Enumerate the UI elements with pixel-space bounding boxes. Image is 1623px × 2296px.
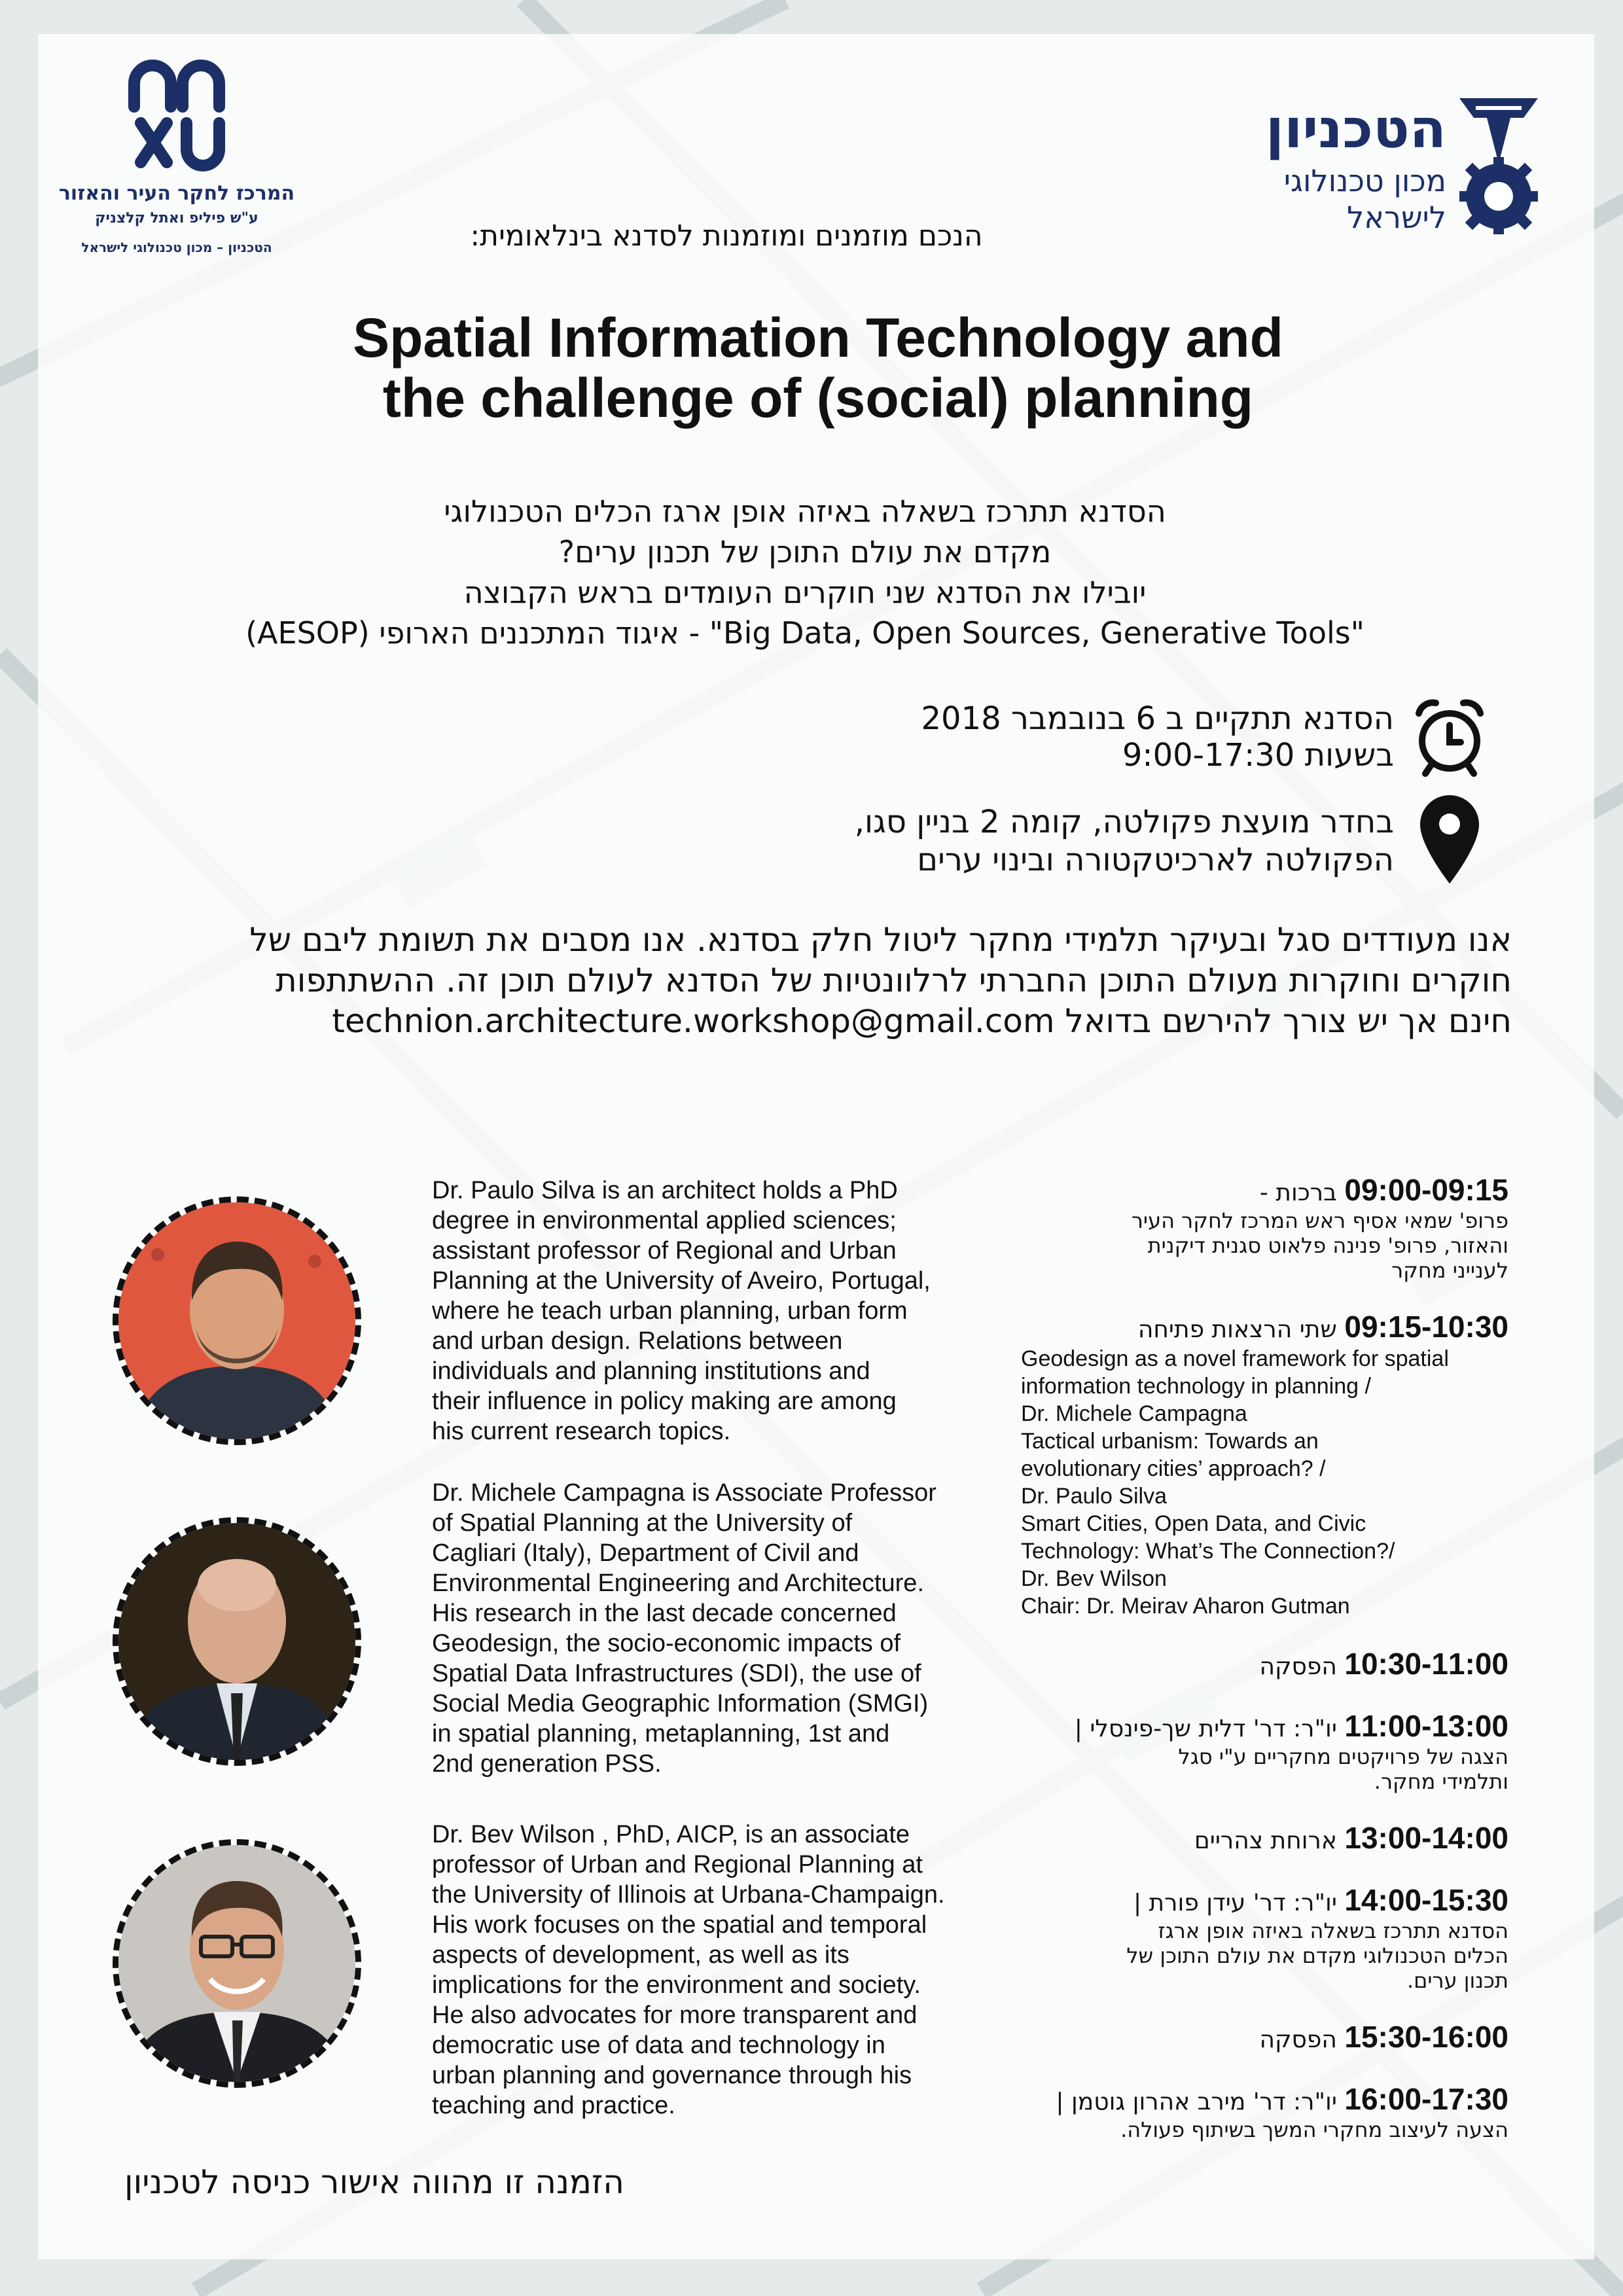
schedule-time: 13:00-14:00	[1344, 1821, 1508, 1855]
schedule-label: שתי הרצאות פתיחה	[1137, 1316, 1337, 1343]
location-pin-icon	[1420, 795, 1479, 884]
urban-center-logo	[39, 51, 314, 255]
schedule-label: הפסקה	[1259, 1653, 1337, 1680]
schedule-slot	[1021, 1175, 1508, 1283]
speaker-bio-michele-campagna: Dr. Michele Campagna is Associate Professor of Spatial Planning at the University of Cagliari (Italy), Department of Civil and Environmental Engineering and Architecture. His research in the last decade concerned Geodesign, the socio-economic impacts of Spatial Data Infrastructures (SDI), the use of Social Media Geographic Information (SMGI) in spatial planning, metaplanning, 1st and 2nd generation PSS.	[432, 1479, 936, 1778]
schedule-slot	[1021, 1312, 1508, 1620]
schedule-details: הצגה של פרויקטים מחקריים ע"י סגל ותלמידי מחקר.	[1178, 1744, 1508, 1794]
technion-logo	[1204, 85, 1544, 242]
registration-line: אנו מעודדים סגל ובעיקר תלמידי מחקר ליטול חלק בסדנא. אנו מסבים את תשומת ליבם של	[249, 921, 1512, 959]
speaker-bio-paulo-silva: Dr. Paulo Silva is an architect holds a PhD degree in environmental applied sciences; assistant professor of Regional and Urban Planning at the University of Aveiro, Portugal, where he teach urban planning, urban form and urban design. Relations between individuals and planning institutions and their influence in policy making are among his current research topics.	[432, 1177, 931, 1445]
center-name: המרכז לחקר העיר והאזור	[58, 182, 295, 205]
schedule-slot	[1021, 2084, 1508, 2142]
invitation-line: הנכם מוזמנים ומוזמנות לסדנא בינלאומית:	[470, 219, 983, 253]
technion-subtitle-line2: לישראל	[1347, 200, 1446, 235]
event-location	[654, 803, 1394, 879]
technion-emblem-icon	[1453, 92, 1544, 236]
avatar-michele-campagna	[113, 1517, 361, 1766]
technion-subtitle	[1284, 162, 1446, 236]
urban-center-emblem-icon	[115, 51, 239, 175]
alarm-clock-icon	[1407, 694, 1492, 779]
workshop-description	[196, 491, 1414, 653]
workshop-title	[196, 308, 1440, 428]
center-affiliation: הטכניון – מכון טכנולוגי לישראל	[81, 240, 272, 255]
description-line: מקדם את עולם התוכן של תכנון ערים?	[558, 534, 1052, 569]
schedule-label: יו"ר: דר' עידן פורת |	[1133, 1890, 1337, 1916]
title-line-1: Spatial Information Technology and	[353, 307, 1283, 368]
entry-permit-note: הזמנה זו מהווה אישור כניסה לטכניון	[124, 2163, 624, 2201]
schedule-slot	[1021, 1885, 1508, 1993]
schedule-label: ברכות -	[1259, 1179, 1337, 1206]
event-hours: בשעות 9:00-17:30	[1122, 737, 1394, 774]
avatar-bev-wilson	[113, 1839, 361, 2088]
schedule-slot	[1021, 1711, 1508, 1794]
schedule-label: הפסקה	[1259, 2026, 1337, 2053]
schedule-time: 09:00-09:15	[1344, 1173, 1508, 1207]
schedule-slot	[1021, 2022, 1508, 2055]
schedule-slot-header	[1021, 1649, 1508, 1682]
event-date-time	[654, 700, 1394, 774]
registration-line: חינם אך יש צורך להירשם בדואל technion.architecture.workshop@gmail.com	[332, 1002, 1512, 1040]
description-line: הסדנא תתרכז בשאלה באיזה אופן ארגז הכלים הטכנולוגי	[444, 493, 1166, 529]
schedule-slot	[1021, 1823, 1508, 1856]
schedule-label: ארוחת צהריים	[1194, 1827, 1337, 1854]
schedule-time: 10:30-11:00	[1344, 1647, 1508, 1681]
schedule-time: 09:15-10:30	[1344, 1310, 1508, 1344]
schedule-slot-header	[1021, 1711, 1508, 1744]
technion-subtitle-line1: מכון טכנולוגי	[1283, 163, 1446, 198]
schedule-slot-header	[1021, 2022, 1508, 2055]
registration-paragraph	[177, 920, 1512, 1041]
registration-line: חוקרים וחוקרות מעולם התוכן החברתי לרלוונטיות של הסדנא לעולם תוכן זה. ההשתתפות	[275, 961, 1512, 999]
schedule-slot-header	[1021, 1312, 1508, 1345]
schedule-details: הצעה לעיצוב מחקרי המשך בשיתוף פעולה.	[1120, 2117, 1508, 2142]
schedule-time: 16:00-17:30	[1344, 2082, 1508, 2116]
schedule-slot	[1021, 1649, 1508, 1682]
location-line-1: בחדר מועצת פקולטה, קומה 2 בניין סגו,	[854, 804, 1394, 840]
title-line-2: the challenge of (social) planning	[382, 367, 1254, 429]
location-line-2: הפקולטה לארכיטקטורה ובינוי ערים	[917, 842, 1394, 878]
schedule-details: הסדנא תתרכז בשאלה באיזה אופן ארגז הכלים הטכנולוגי מקדם את עולם התוכן של תכנון ערים.	[1126, 1918, 1508, 1993]
schedule-slot-header	[1021, 1885, 1508, 1918]
schedule-time: 15:30-16:00	[1344, 2020, 1508, 2054]
schedule-label: יו"ר: דר' מירב אהרון גוטמן |	[1056, 2089, 1337, 2115]
schedule-details: פרופ' שמאי אסיף ראש המרכז לחקר העיר והאזור, פרופ' פנינה פלאוט סגנית דיקנית לענייני מחקר	[1131, 1208, 1508, 1283]
schedule-time: 11:00-13:00	[1344, 1709, 1508, 1743]
schedule	[1021, 1175, 1508, 2171]
schedule-details: Geodesign as a novel framework for spatial information technology in planning / Dr. Michele Campagna Tactical urbanism: Towards an evolutionary cities’ approach? / Dr. Paulo Silva Smart Cities, Open Data, and Civic Technology: What’s The Connection?/ Dr. Bev Wilson Chair: Dr. Meirav Aharon Gutman	[1021, 1346, 1449, 1619]
schedule-time: 14:00-15:30	[1344, 1883, 1508, 1917]
schedule-slot-header	[1021, 1823, 1508, 1856]
schedule-label: יו"ר: דר' דלית שך-פינסלי |	[1074, 1715, 1337, 1742]
schedule-slot-header	[1021, 2084, 1508, 2117]
speaker-bio-bev-wilson: Dr. Bev Wilson , PhD, AICP, is an associate professor of Urban and Regional Planning at the University of Illinois at Urbana-Champaign. His work focuses on the spatial and temporal aspects of development, as well as its implications for the environment and society. He also advocates for more transparent and democratic use of data and technology in urban planning and governance through his teaching and practice.	[432, 1821, 945, 2119]
avatar-paulo-silva	[113, 1196, 361, 1445]
center-dedication: ע"ש פיליפ ואתל קלצניק	[95, 210, 259, 226]
event-date: הסדנא תתקיים ב 6 בנובמבר 2018	[921, 700, 1394, 737]
description-line: "Big Data, Open Sources, Generative Tools" - איגוד המתכננים הארופי (AESOP)	[245, 615, 1364, 651]
technion-name: הטכניון	[1265, 98, 1446, 160]
schedule-slot-header	[1021, 1175, 1508, 1208]
description-line: יובילו את הסדנא שני חוקרים העומדים בראש הקבוצה	[463, 575, 1147, 610]
